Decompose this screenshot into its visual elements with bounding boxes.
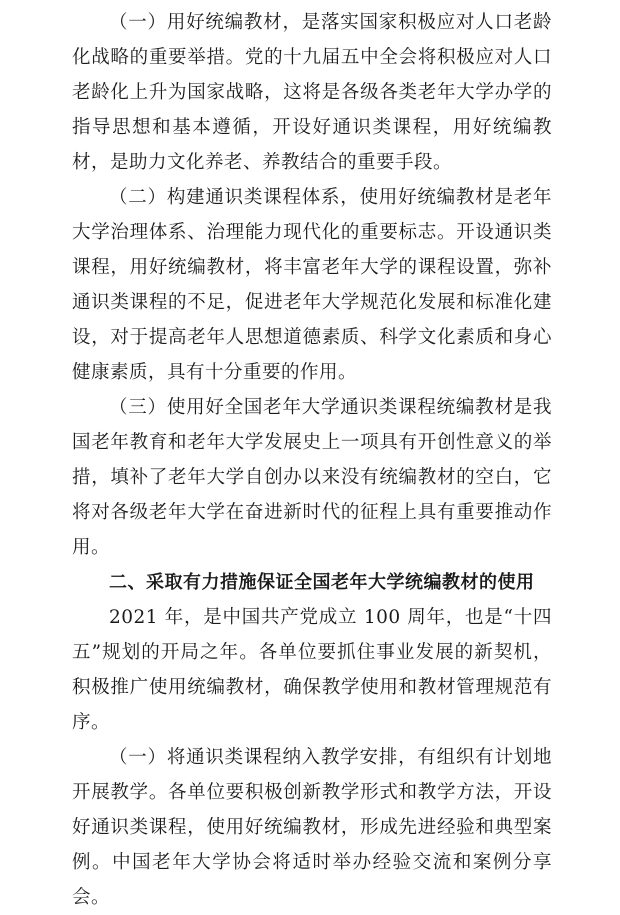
paragraph-3: （三）使用好全国老年大学通识类课程统编教材是我国老年教育和老年大学发展史上一项具有开创性意义的举措，填补了老年大学自创办以来没有统编教材的空白，它将对各级老年大学在奋进新时代的征程上具有重要推动作用。 [72,397,552,558]
paragraph-5: （一）将通识类课程纳入教学安排，有组织有计划地开展教学。各单位要积极创新教学形式和教学方法，开设好通识类课程，使用好统编教材，形成先进经验和典型案例。中国老年大学协会将适时举办经验交流和案例分享会。 [72,747,552,908]
paragraph-2: （二）构建通识类课程体系，使用好统编教材是老年大学治理体系、治理能力现代化的重要标志。开设通识类课程，用好统编教材，将丰富老年大学的课程设置，弥补通识类课程的不足，促进老年大学规范化发展和标准化建设，对于提高老年人思想道德素质、科学文化素质和身心健康素质，具有十分重要的作用。 [72,187,552,383]
section-heading: 二、采取有力措施保证全国老年大学统编教材的使用 [109,572,535,593]
paragraph-4: 2021 年，是中国共产党成立 100 周年，也是“十四五”规划的开局之年。各单位要抓住事业发展的新契机，积极推广使用统编教材，确保教学使用和教材管理规范有序。 [72,607,552,733]
document-page [72,0,552,915]
paragraph-1: （一）用好统编教材，是落实国家积极应对人口老龄化战略的重要举措。党的十九届五中全会将积极应对人口老龄化上升为国家战略，这将是各级各类老年大学办学的指导思想和基本遵循，开设好通识类课程，用好统编教材，是助力文化养老、养教结合的重要手段。 [72,12,552,173]
